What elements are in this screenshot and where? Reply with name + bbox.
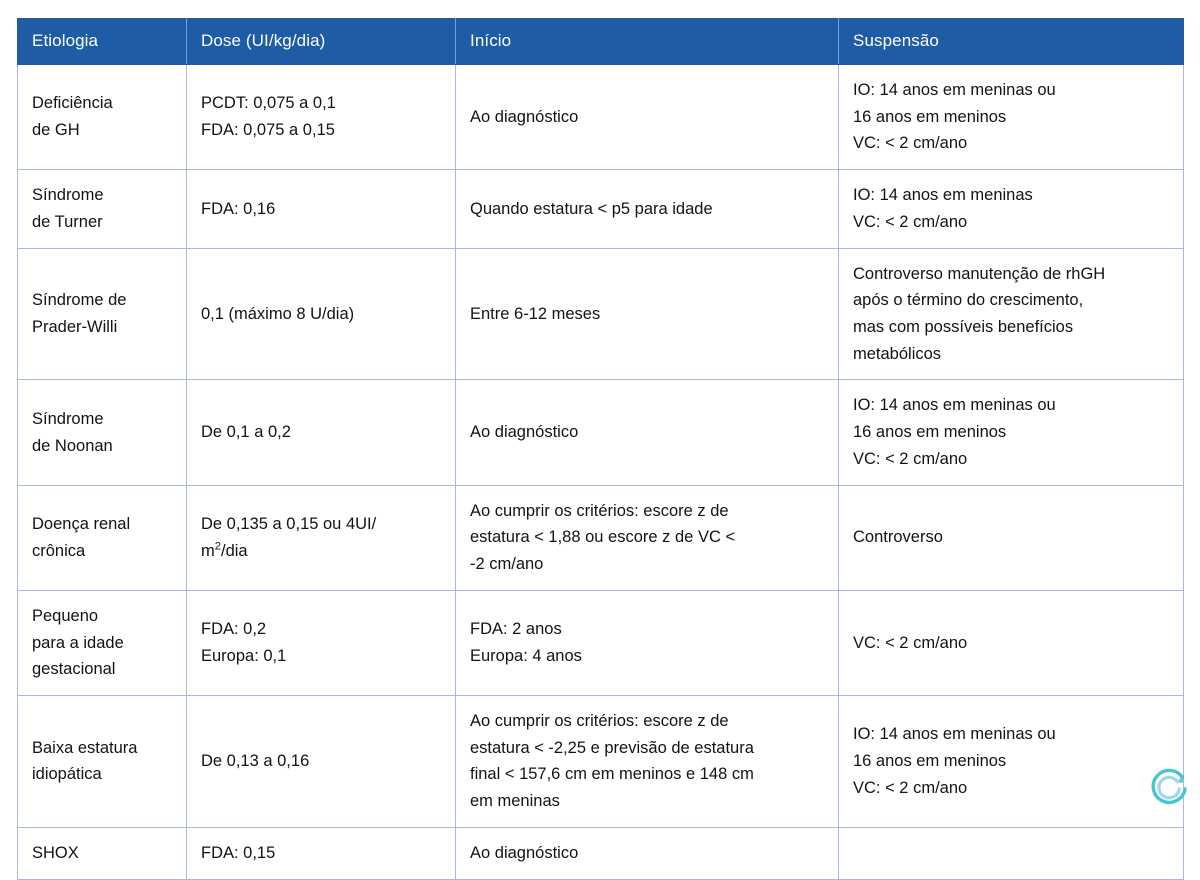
cell-text-line: Prader-Willi — [32, 318, 118, 337]
dose-unit-suffix: /dia — [221, 541, 248, 560]
table-row — [18, 827, 1184, 879]
cell-dose — [187, 170, 456, 248]
cell-text-line: FDA: 2 anos — [470, 620, 562, 639]
cell-text-line: PCDT: 0,075 a 0,1 — [201, 94, 336, 113]
cell-suspensao — [839, 248, 1184, 380]
cell-text-line: VC: < 2 cm/ano — [853, 778, 968, 797]
cell-text-line: 16 anos em meninos — [853, 107, 1007, 126]
cell-text-line: crônica — [32, 541, 86, 560]
table-row — [18, 590, 1184, 695]
cell-etiologia — [18, 380, 187, 485]
column-header-inicio: Início — [456, 19, 839, 65]
cell-text-line: metabólicos — [853, 344, 942, 363]
cell-text-line: Baixa estatura — [32, 738, 138, 757]
cell-etiologia — [18, 170, 187, 248]
cell-suspensao — [839, 485, 1184, 590]
cell-text-line: Síndrome — [32, 186, 104, 205]
column-header-dose: Dose (UI/kg/dia) — [187, 19, 456, 65]
cell-text-line: Controverso — [853, 528, 943, 547]
cell-text-line: IO: 14 anos em meninas ou — [853, 81, 1056, 99]
cell-etiologia — [18, 65, 187, 170]
cell-dose — [187, 380, 456, 485]
cell-etiologia — [18, 485, 187, 590]
cell-text-line: 16 anos em meninos — [853, 752, 1007, 771]
cell-inicio — [456, 827, 839, 879]
cell-text-line: VC: < 2 cm/ano — [853, 212, 968, 231]
cell-etiologia — [18, 590, 187, 695]
ring-dot — [1179, 778, 1184, 783]
cell-text-line: estatura < 1,88 ou escore z de VC < — [470, 528, 736, 547]
cell-text-line: De 0,135 a 0,15 ou 4UI/ — [201, 514, 377, 533]
table-row — [18, 248, 1184, 380]
cell-suspensao — [839, 827, 1184, 879]
cell-inicio — [456, 380, 839, 485]
cell-text-line: De 0,13 a 0,16 — [201, 752, 310, 771]
cell-dose — [187, 485, 456, 590]
cell-text-line: SHOX — [32, 843, 79, 862]
cell-etiologia — [18, 248, 187, 380]
table-row — [18, 485, 1184, 590]
cell-suspensao — [839, 170, 1184, 248]
cell-text-line: VC: < 2 cm/ano — [853, 134, 968, 153]
cell-inicio — [456, 65, 839, 170]
cell-dose — [187, 65, 456, 170]
cell-inicio — [456, 485, 839, 590]
cell-text-line: IO: 14 anos em meninas ou — [853, 725, 1056, 744]
cell-inicio — [456, 695, 839, 827]
column-header-suspensao: Suspensão — [839, 19, 1184, 65]
cell-text-line: Síndrome — [32, 409, 104, 428]
cell-inicio — [456, 170, 839, 248]
cell-text-line: Europa: 0,1 — [201, 646, 287, 665]
cell-suspensao — [839, 380, 1184, 485]
cell-text-line: De 0,1 a 0,2 — [201, 423, 291, 442]
cell-suspensao — [839, 65, 1184, 170]
circular-ring-logo — [1146, 766, 1192, 812]
table-row — [18, 170, 1184, 248]
cell-text-line: 16 anos em meninos — [853, 423, 1007, 442]
cell-text-line: estatura < -2,25 e previsão de estatura — [470, 738, 754, 757]
cell-text-line: Quando estatura < p5 para idade — [470, 199, 713, 218]
cell-text-line: FDA: 0,075 a 0,15 — [201, 121, 335, 140]
table-row — [18, 695, 1184, 827]
cell-dose — [187, 827, 456, 879]
cell-text-line: mas com possíveis benefícios — [853, 318, 1074, 337]
table-row — [18, 380, 1184, 485]
cell-suspensao — [839, 695, 1184, 827]
dose-unit-prefix: m — [201, 541, 215, 560]
cell-text-line: gestacional — [32, 660, 116, 679]
cell-text-line: Síndrome de — [32, 291, 127, 310]
cell-dose — [187, 695, 456, 827]
cell-dose — [187, 590, 456, 695]
header-row — [18, 19, 1184, 65]
cell-text-line: Ao diagnóstico — [470, 423, 579, 442]
cell-text-line: Ao cumprir os critérios: escore z de — [470, 501, 729, 520]
cell-text-line: Ao cumprir os critérios: escore z de — [470, 711, 729, 730]
table-row — [18, 65, 1184, 170]
cell-text-line: após o término do crescimento, — [853, 291, 1084, 310]
cell-text-line: de GH — [32, 121, 80, 140]
cell-dose — [187, 248, 456, 380]
ring-logo-icon — [1146, 766, 1192, 812]
cell-text-line: VC: < 2 cm/ano — [853, 633, 968, 652]
cell-text-line: em meninas — [470, 792, 560, 811]
cell-text-line: IO: 14 anos em meninas ou — [853, 396, 1056, 415]
cell-text-line: Ao diagnóstico — [470, 107, 579, 126]
cell-etiologia — [18, 827, 187, 879]
ring-inner-arc — [1159, 777, 1179, 797]
cell-text-line: Europa: 4 anos — [470, 646, 582, 665]
column-header-etiologia: Etiologia — [18, 19, 187, 65]
cell-text-line: final < 157,6 cm em meninos e 148 cm — [470, 765, 754, 784]
cell-text-line: Pequeno — [32, 606, 99, 625]
table-header — [18, 19, 1184, 65]
cell-text-line-with-superscript — [201, 538, 441, 565]
cell-text-line: IO: 14 anos em meninas — [853, 186, 1033, 205]
growth-hormone-therapy-table — [17, 18, 1184, 880]
cell-suspensao — [839, 590, 1184, 695]
cell-etiologia — [18, 695, 187, 827]
cell-text-line: para a idade — [32, 633, 124, 652]
cell-text-line: FDA: 0,15 — [201, 843, 276, 862]
cell-text-line: FDA: 0,16 — [201, 199, 276, 218]
cell-text-line: Deficiência — [32, 94, 113, 113]
cell-text-line: VC: < 2 cm/ano — [853, 449, 968, 468]
table-body — [18, 65, 1184, 880]
dose-unit-superscript: 2 — [214, 540, 221, 553]
cell-text-line: 0,1 (máximo 8 U/dia) — [201, 304, 355, 323]
cell-inicio — [456, 590, 839, 695]
cell-text-line: Doença renal — [32, 514, 131, 533]
cell-text-line: Entre 6-12 meses — [470, 304, 601, 323]
cell-text-line: idiopática — [32, 765, 102, 784]
cell-inicio — [456, 248, 839, 380]
cell-text-line: Controverso manutenção de rhGH — [853, 264, 1106, 283]
cell-text-line: FDA: 0,2 — [201, 620, 267, 639]
cell-text-line: -2 cm/ano — [470, 555, 544, 574]
cell-text-line: de Noonan — [32, 436, 113, 455]
cell-text-line: de Turner — [32, 212, 103, 231]
cell-text-line: Ao diagnóstico — [470, 843, 579, 862]
